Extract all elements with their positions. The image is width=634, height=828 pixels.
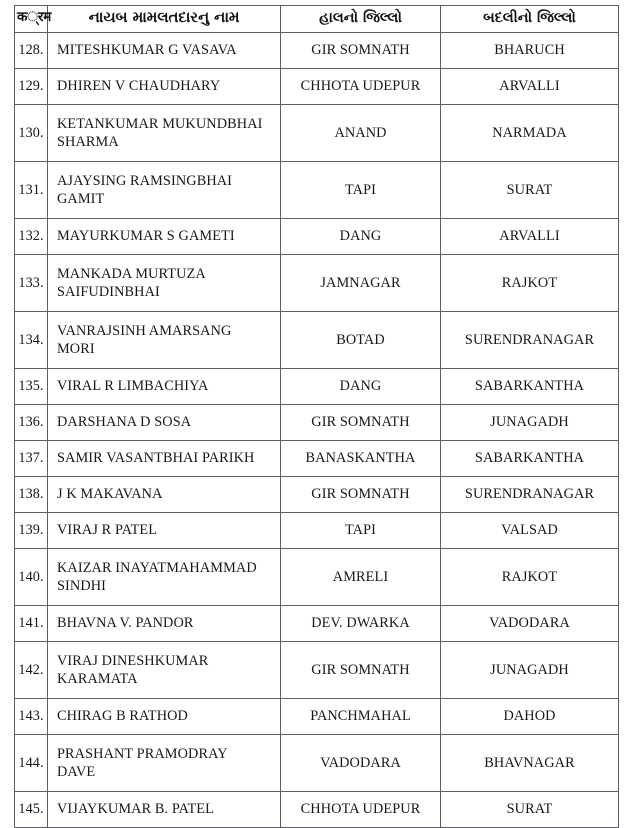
cell-current-district: VADODARA (281, 735, 441, 792)
cell-current-district: GIR SOMNATH (281, 33, 441, 69)
cell-name-line-2: GAMIT (57, 191, 105, 207)
cell-name-line-1: AJAYSING RAMSINGBHAI (57, 172, 233, 189)
cell-current-district: GIR SOMNATH (281, 642, 441, 699)
cell-srno: 140. (15, 549, 48, 606)
cell-transfer-district: NARMADA (441, 105, 619, 162)
table-row (15, 549, 619, 606)
cell-transfer-district: ARVALLI (441, 219, 619, 255)
cell-name-line-2: KARAMATA (57, 671, 138, 687)
cell-transfer-district: SURENDRANAGAR (441, 477, 619, 513)
cell-current-district: DEV. DWARKA (281, 606, 441, 642)
cell-name (48, 735, 281, 792)
cell-name-line-2: SINDHI (57, 578, 107, 594)
table-body (15, 33, 619, 828)
cell-srno: 135. (15, 369, 48, 405)
cell-transfer-district: SABARKANTHA (441, 441, 619, 477)
table-row (15, 255, 619, 312)
cell-name: MAYURKUMAR S GAMETI (48, 219, 281, 255)
cell-srno: 130. (15, 105, 48, 162)
cell-srno: 137. (15, 441, 48, 477)
cell-current-district: ANAND (281, 105, 441, 162)
table-row (15, 162, 619, 219)
table-row (15, 105, 619, 162)
cell-name-line-2: MORI (57, 341, 95, 357)
cell-transfer-district: BHARUCH (441, 33, 619, 69)
cell-srno: 132. (15, 219, 48, 255)
cell-transfer-district: SURAT (441, 792, 619, 828)
cell-transfer-district: SABARKANTHA (441, 369, 619, 405)
cell-current-district: DANG (281, 219, 441, 255)
cell-transfer-district: SURENDRANAGAR (441, 312, 619, 369)
table-row (15, 513, 619, 549)
cell-srno: 138. (15, 477, 48, 513)
cell-transfer-district: JUNAGADH (441, 642, 619, 699)
cell-name-line-1: VANRAJSINH AMARSANG (57, 322, 232, 339)
table-row (15, 219, 619, 255)
transfer-table (14, 5, 619, 828)
table-row (15, 441, 619, 477)
table-row (15, 405, 619, 441)
cell-current-district: CHHOTA UDEPUR (281, 792, 441, 828)
cell-srno: 133. (15, 255, 48, 312)
table-row (15, 792, 619, 828)
cell-name-line-2: SAIFUDINBHAI (57, 284, 160, 300)
cell-current-district: TAPI (281, 513, 441, 549)
cell-current-district: PANCHMAHAL (281, 699, 441, 735)
cell-srno: 129. (15, 69, 48, 105)
table-header-row (15, 6, 619, 33)
cell-transfer-district: BHAVNAGAR (441, 735, 619, 792)
table-row (15, 735, 619, 792)
table-row (15, 699, 619, 735)
cell-current-district: BANASKANTHA (281, 441, 441, 477)
cell-transfer-district: ARVALLI (441, 69, 619, 105)
cell-transfer-district: DAHOD (441, 699, 619, 735)
cell-name (48, 642, 281, 699)
cell-current-district: TAPI (281, 162, 441, 219)
cell-transfer-district: JUNAGADH (441, 405, 619, 441)
cell-srno: 128. (15, 33, 48, 69)
cell-transfer-district: RAJKOT (441, 549, 619, 606)
cell-current-district: GIR SOMNATH (281, 477, 441, 513)
cell-name (48, 312, 281, 369)
cell-srno: 136. (15, 405, 48, 441)
cell-name: BHAVNA V. PANDOR (48, 606, 281, 642)
cell-name: CHIRAG B RATHOD (48, 699, 281, 735)
cell-transfer-district: VADODARA (441, 606, 619, 642)
cell-name-line-2: DAVE (57, 764, 96, 780)
cell-name-line-1: PRASHANT PRAMODRAY (57, 745, 228, 762)
cell-name-line-1: MANKADA MURTUZA (57, 265, 206, 282)
cell-srno: 145. (15, 792, 48, 828)
table-row (15, 477, 619, 513)
cell-current-district: JAMNAGAR (281, 255, 441, 312)
table-row (15, 33, 619, 69)
cell-transfer-district: SURAT (441, 162, 619, 219)
cell-current-district: BOTAD (281, 312, 441, 369)
cell-srno: 139. (15, 513, 48, 549)
cell-srno: 144. (15, 735, 48, 792)
cell-srno: 131. (15, 162, 48, 219)
cell-name (48, 255, 281, 312)
column-header-srno: क્रम (15, 6, 48, 33)
cell-name (48, 162, 281, 219)
table-row (15, 69, 619, 105)
cell-srno: 142. (15, 642, 48, 699)
cell-name: VIRAL R LIMBACHIYA (48, 369, 281, 405)
cell-srno: 134. (15, 312, 48, 369)
cell-name-line-1: KAIZAR INAYATMAHAMMAD (57, 559, 257, 576)
table-row (15, 312, 619, 369)
cell-name: DARSHANA D SOSA (48, 405, 281, 441)
cell-name-line-1: KETANKUMAR MUKUNDBHAI (57, 115, 263, 132)
cell-transfer-district: RAJKOT (441, 255, 619, 312)
cell-name-line-2: SHARMA (57, 134, 119, 150)
table-row (15, 369, 619, 405)
cell-name (48, 549, 281, 606)
table-header (15, 6, 619, 33)
cell-name: VIRAJ R PATEL (48, 513, 281, 549)
column-header-current-district: હાલનો જિલ્લો (281, 6, 441, 33)
cell-srno: 143. (15, 699, 48, 735)
cell-name (48, 105, 281, 162)
cell-name: DHIREN V CHAUDHARY (48, 69, 281, 105)
cell-name: J K MAKAVANA (48, 477, 281, 513)
transfer-table-container (14, 5, 618, 828)
cell-current-district: GIR SOMNATH (281, 405, 441, 441)
cell-name-line-1: VIRAJ DINESHKUMAR (57, 652, 209, 669)
column-header-transfer-district: બદલીનો જિલ્લો (441, 6, 619, 33)
cell-current-district: CHHOTA UDEPUR (281, 69, 441, 105)
column-header-name: નાયબ મામલતદારનુ નામ (48, 6, 281, 33)
cell-name: SAMIR VASANTBHAI PARIKH (48, 441, 281, 477)
table-row (15, 606, 619, 642)
cell-name: MITESHKUMAR G VASAVA (48, 33, 281, 69)
cell-current-district: DANG (281, 369, 441, 405)
cell-transfer-district: VALSAD (441, 513, 619, 549)
cell-current-district: AMRELI (281, 549, 441, 606)
cell-name: VIJAYKUMAR B. PATEL (48, 792, 281, 828)
cell-srno: 141. (15, 606, 48, 642)
table-row (15, 642, 619, 699)
